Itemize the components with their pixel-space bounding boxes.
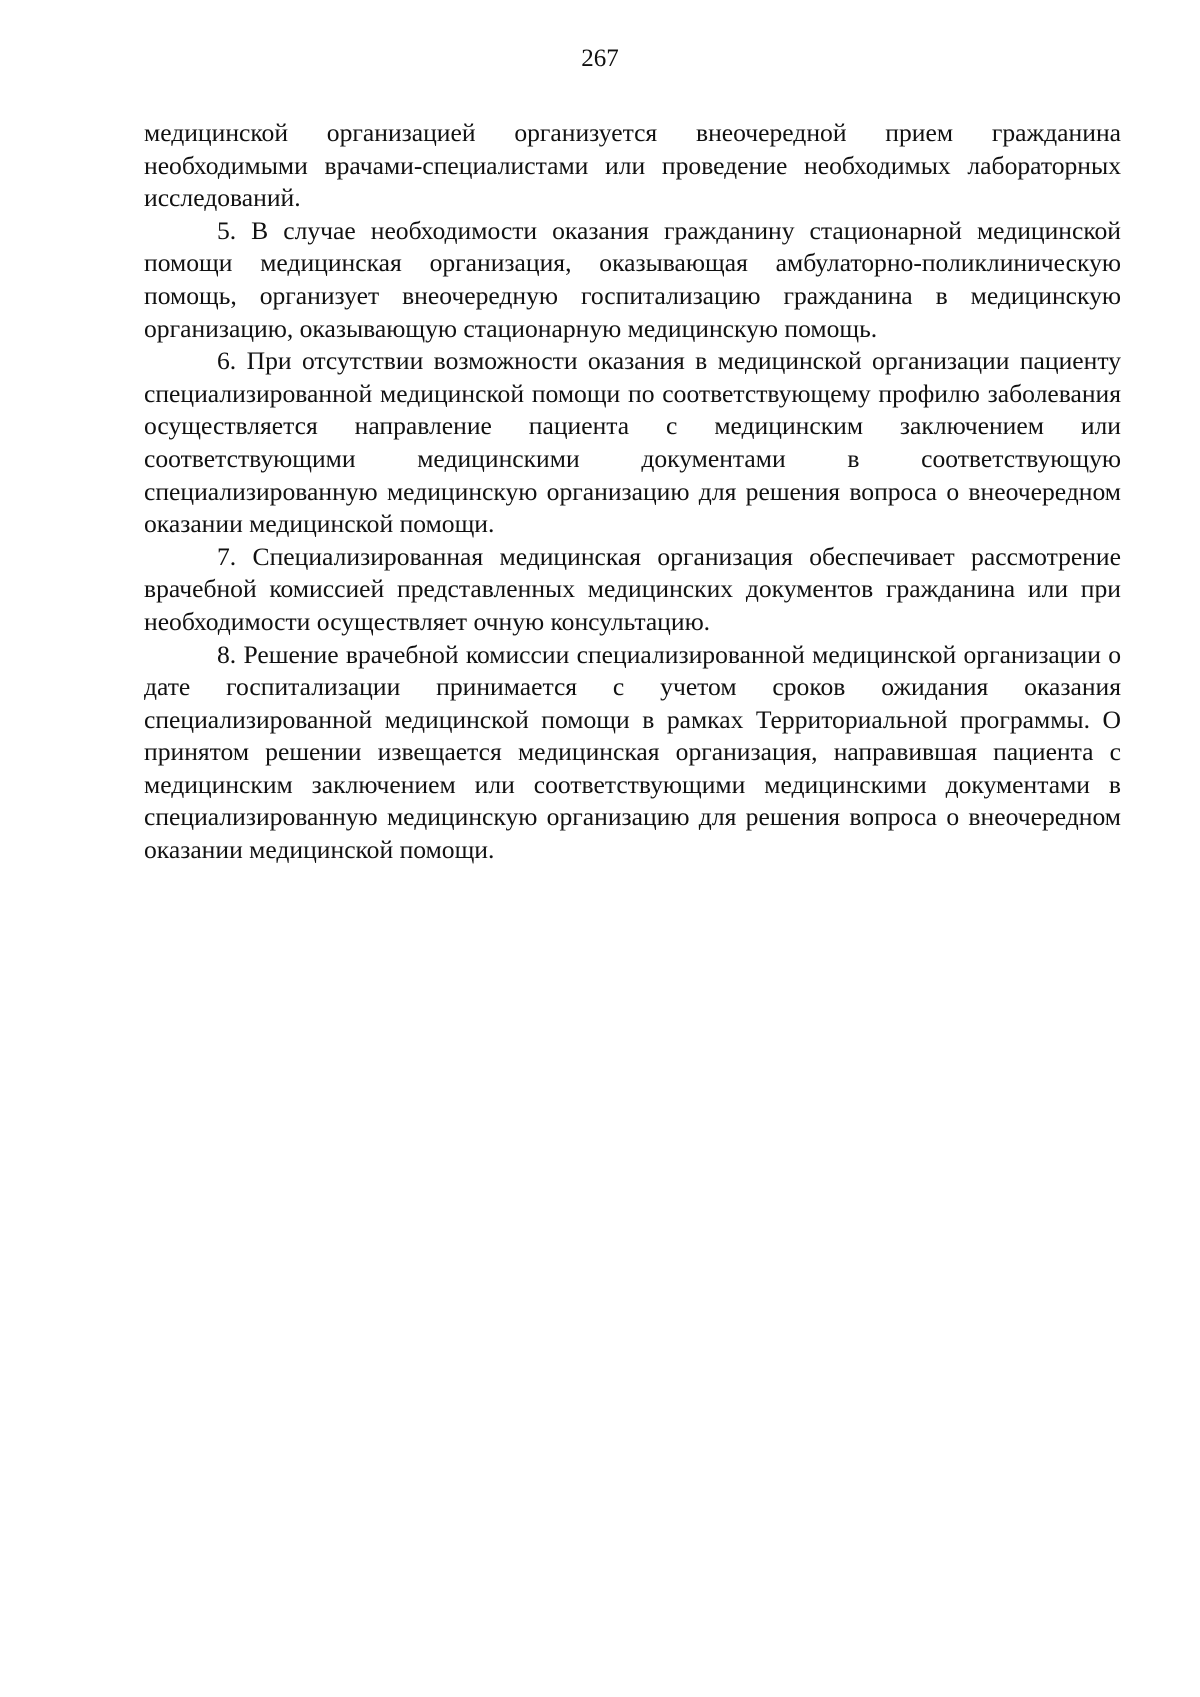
paragraph-continuation: медицинской организацией организуется внеочередной прием гражданина необходимыми врачами-специалистами или проведение необходимых лабораторных исследований. [144,118,1121,213]
paragraph-item-6: 6. При отсутствии возможности оказания в медицинской организации пациенту специализированной медицинской помощи по соответствующему профилю заболевания осуществляется направление пациента с медицинским заключением или соответствующими медицинскими документами в соответствующую специализированную медицинскую организацию для решения вопроса о внеочередном оказании медицинской помощи. [144,346,1121,539]
document-body [144,117,1121,867]
page-number: 267 [581,45,619,72]
paragraph-item-7: 7. Специализированная медицинская организация обеспечивает рассмотрение врачебной комиссией представленных медицинских документов гражданина или при необходимости осуществляет очную консультацию. [144,541,1121,636]
paragraph-item-5: 5. В случае необходимости оказания гражданину стационарной медицинской помощи медицинская организация, оказывающая амбулаторно-поликлиническую помощь, организует внеочередную госпитализацию гражданина в медицинскую организацию, оказывающую стационарную медицинскую помощь. [144,215,1121,343]
paragraph-item-8: 8. Решение врачебной комиссии специализированной медицинской организации о дате госпитализации принимается с учетом сроков ожидания оказания специализированной медицинской помощи в рамках Территориальной программы. О принятом решении извещается медицинская организация, направившая пациента с медицинским заключением или соответствующими медицинскими документами в специализированную медицинскую организацию для решения вопроса о внеочередном оказании медицинской помощи. [144,639,1121,865]
